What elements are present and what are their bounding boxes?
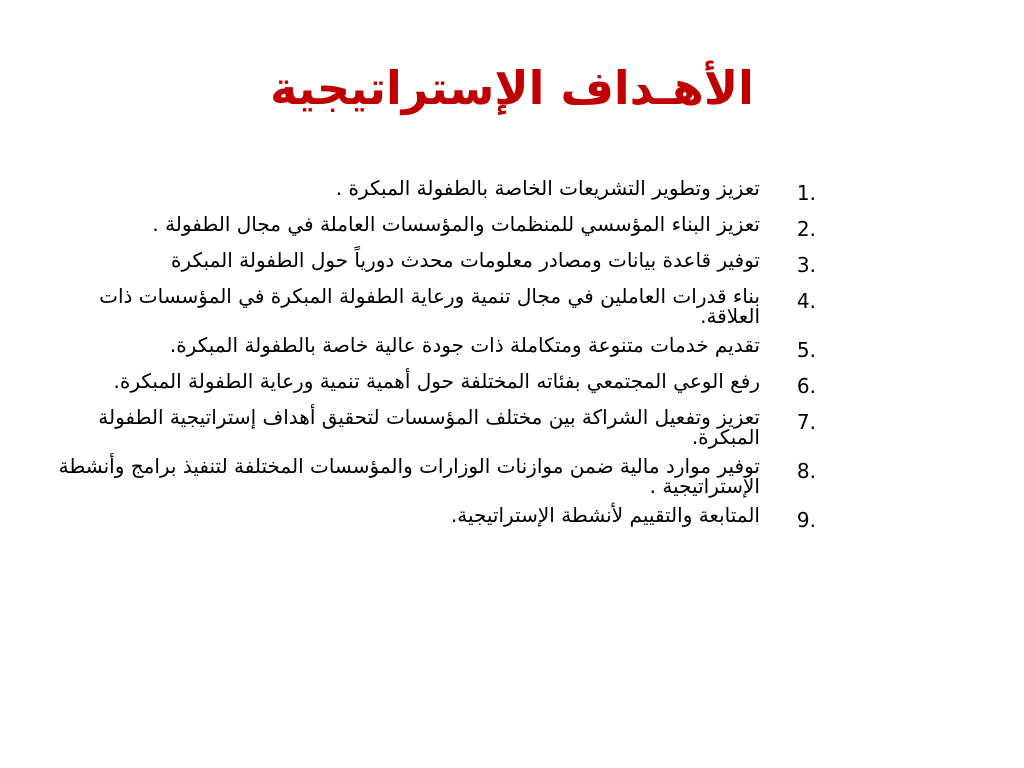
item-text: بناء قدرات العاملين في مجال تنمية ورعاية الطفولة المبكرة في المؤسسات ذات العلاقة.: [99, 284, 760, 328]
item-text: المتابعة والتقييم لأنشطة الإستراتيجية.: [450, 503, 760, 527]
item-text: توفير موارد مالية ضمن موازنات الوزارات والمؤسسات المختلفة لتنفيذ برامج وأنشطة الإستراتيجية .: [58, 454, 760, 498]
slide-title: الأهـداف الإستراتيجية: [270, 61, 754, 115]
list-item: [56, 214, 816, 241]
item-number: .5: [796, 338, 816, 362]
item-number: .9: [796, 508, 816, 532]
list-item: [56, 250, 816, 277]
item-number: .2: [796, 217, 816, 241]
list-item: [56, 286, 816, 326]
list-item: [56, 407, 816, 447]
item-number: .8: [796, 459, 816, 483]
item-text: رفع الوعي المجتمعي بفئاته المختلفة حول أهمية تنمية ورعاية الطفولة المبكرة.: [113, 369, 760, 393]
item-number: .6: [796, 374, 816, 398]
list-item: [56, 456, 816, 496]
item-text: تعزيز البناء المؤسسي للمنظمات والمؤسسات العاملة في مجال الطفولة .: [152, 212, 760, 236]
list-item: [56, 371, 816, 398]
item-text: تعزيز وتفعيل الشراكة بين مختلف المؤسسات لتحقيق أهداف إستراتيجية الطفولة المبكرة.: [98, 405, 760, 449]
item-text: تعزيز وتطوير التشريعات الخاصة بالطفولة المبكرة .: [335, 176, 760, 200]
list-item: [56, 505, 816, 532]
item-number: .4: [796, 289, 816, 313]
item-number: .3: [796, 253, 816, 277]
item-number: .1: [796, 181, 816, 205]
list-item: [56, 178, 816, 205]
item-number: .7: [796, 410, 816, 434]
list-item: [56, 335, 816, 362]
item-text: توفير قاعدة بيانات ومصادر معلومات محدث دورياً حول الطفولة المبكرة: [170, 248, 760, 272]
objectives-list: [56, 178, 816, 541]
item-text: تقديم خدمات متنوعة ومتكاملة ذات جودة عالية خاصة بالطفولة المبكرة.: [169, 333, 760, 357]
